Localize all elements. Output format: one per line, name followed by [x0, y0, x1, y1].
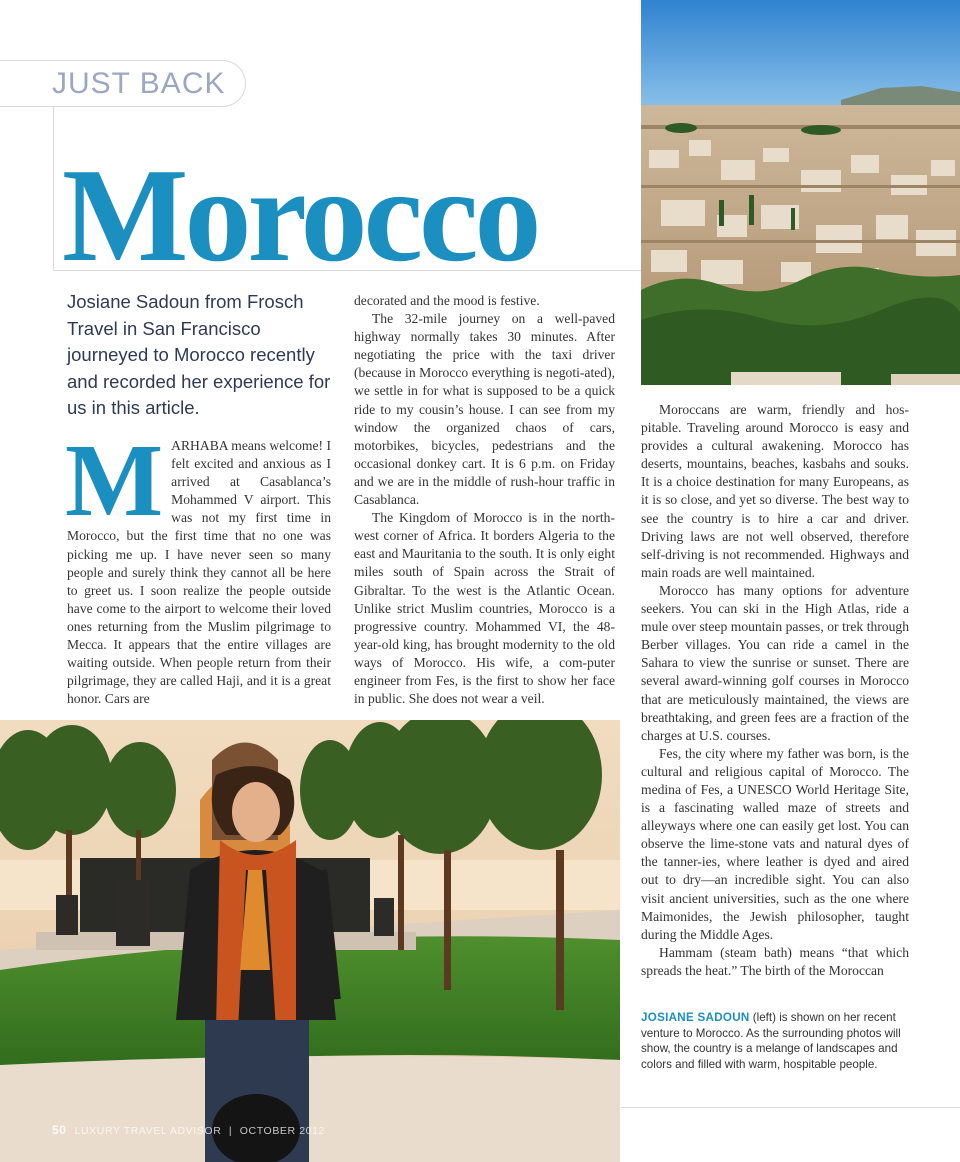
frame-vertical-rule: [53, 107, 54, 270]
caption-name: JOSIANE SADOUN: [641, 1011, 750, 1024]
drop-cap: M: [65, 423, 164, 538]
paragraph: Hammam (steam bath) means “that which spreads the heat.” The birth of the Moroccan: [641, 944, 909, 978]
section-tag-label: JUST BACK: [52, 67, 226, 100]
caption-text: (left) is shown on her recent venture to Morocco. As the surrounding photos will show, the country is a melange of landscapes and colors and filled with warm, hospitable people.: [641, 1011, 901, 1071]
body-column-1: [65, 423, 331, 708]
body-column-3: [641, 401, 909, 980]
page-footer: [52, 1123, 325, 1137]
opening-paragraph-text: ARHABA means welcome! I felt excited and anxious as I arrived at Casablanca’s Mohammed V airport. This was not my first time in Morocco, but the first time that no one was picking me up. I have never seen so many people and surely think they cannot all be here to greet us. I soon realize the people outside have come to the airport to welcome their loved ones returning from the Muslim pilgrimage to Mecca. It appears that the entire villages are waiting outside. When people return from their pilgrimage, they are called Haji, and it is a great honor. Cars are: [67, 438, 331, 707]
paragraph: Morocco has many options for adventure seekers. You can ski in the High Atlas, ride a mule over steep mountain passes, or trek through Berber villages. You can ride a camel in the Sahara to view the sunrise or sunset. There are several award-winning golf courses in Morocco that are meticulously maintained, the views are breathtaking, and green fees are a fraction of the charges at U.S. courses.: [641, 582, 909, 743]
fes-cityscape-image: [641, 0, 960, 385]
body-column-2: [354, 292, 615, 708]
issue-date: OCTOBER 2012: [239, 1125, 325, 1137]
opening-paragraph: [65, 423, 331, 708]
photo-caption: [641, 1010, 911, 1072]
paragraph: The Kingdom of Morocco is in the north-west corner of Africa. It borders Algeria to the east and Mauritania to the south. It is only eight miles south of Spain across the Strait of Gibraltar. To the west is the Atlantic Ocean. Unlike strict Muslim countries, Morocco is a progressive country. Mohammed VI, the 48-year-old king, has brought modernity to the old ways of Morocco. His wife, a com-puter engineer from Fes, is the first to show her face in public. She does not wear a veil.: [354, 510, 615, 707]
paragraph: The 32-mile journey on a well-paved highway normally takes 30 minutes. After negotiating the price with the taxi driver (because in Morocco everything is negoti-ated), we settle in for what is supposed to be a quick ride to my cousin’s house. I can see from my window the organized chaos of cars, motorbikes, bicycles, pedestrians and the occasional donkey cart. It is 6 p.m. on Friday and we are in the middle of rush-hour traffic in Casablanca.: [354, 311, 615, 508]
paragraph: decorated and the mood is festive.: [354, 293, 540, 308]
city-photo: [641, 0, 960, 385]
josiane-garden-image: [0, 720, 620, 1162]
publication-name: LUXURY TRAVEL ADVISOR: [74, 1125, 222, 1137]
intro-deck: Josiane Sadoun from Frosch Travel in San Francisco journeyed to Morocco recently and recorded her experience for us in this article.: [67, 291, 331, 418]
page-number: 50: [52, 1123, 67, 1137]
section-tag: [0, 60, 246, 107]
paragraph: Moroccans are warm, friendly and hos-pitable. Traveling around Morocco is easy and provides a cultural awakening. Morocco has deserts, mountains, beaches, kasbahs and souks. It is a choice destination for many Europeans, as it is so close, and yet so diverse. The best way to see the country is to hire a car and driver. Driving laws are not well observed, therefore self-driving is not recommended. Highways and main roads are well maintained.: [641, 402, 909, 580]
garden-photo: [0, 720, 620, 1162]
footer-separator: |: [228, 1125, 233, 1137]
paragraph: Fes, the city where my father was born, is the cultural and religious capital of Morocco. The medina of Fes, a UNESCO World Heritage Site, is a fascinating walled maze of streets and alleyways where one can easily get lost. You can observe the lime-stone vats and natural dyes of the tanner-ies, where leather is dyed and aired out to dry—an incredible sight. You can also visit ancient universities, such as the one where Maimonides, the Jewish philosopher, taught during the Middle Ages.: [641, 745, 909, 942]
caption-rule: [621, 1107, 960, 1108]
headline: Morocco: [62, 141, 538, 289]
